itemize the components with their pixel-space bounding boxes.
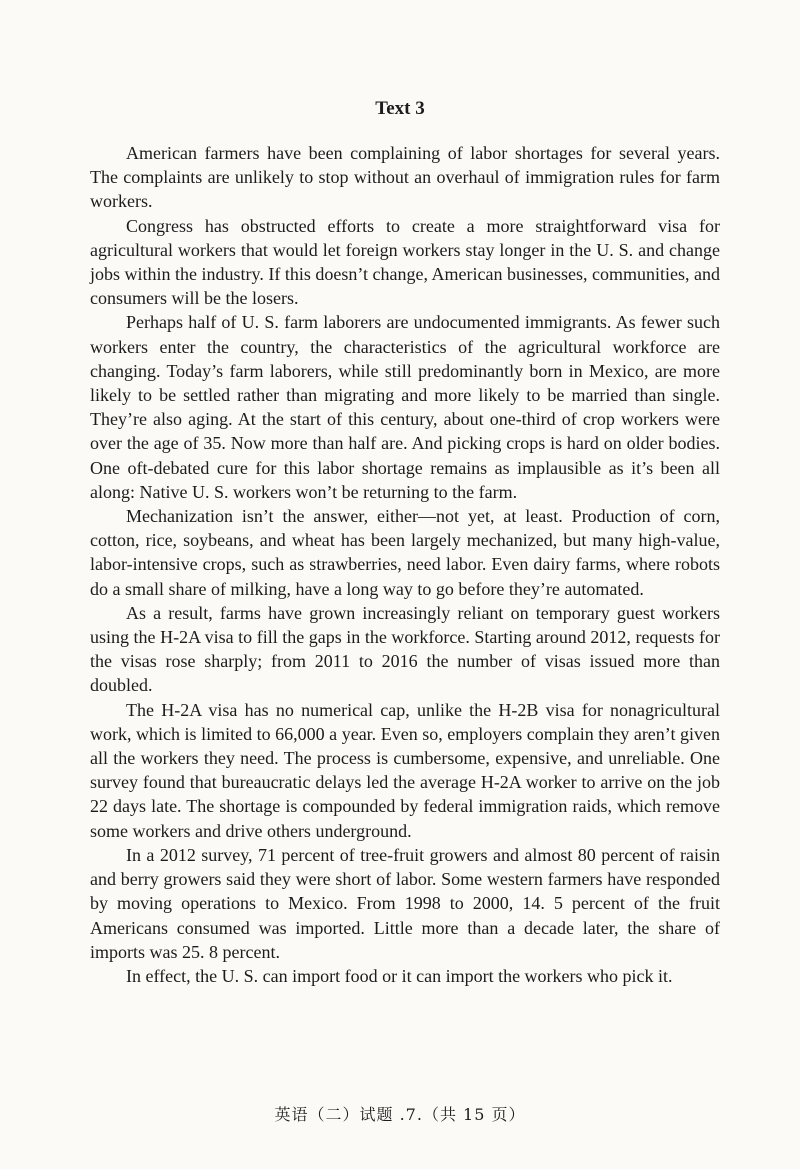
paragraph: Congress has obstructed efforts to create a more straightforward visa for agricultural workers that would let foreign workers stay longer in the U. S. and change jobs within the industry. If this doesn’t change, American businesses, communities, and consumers will be the losers.: [90, 215, 720, 309]
paragraph: In a 2012 survey, 71 percent of tree-fruit growers and almost 80 percent of raisin and berry growers said they were short of labor. Some western farmers have responded by moving operations to Mexico. From 1998 to 2000, 14. 5 percent of the fruit Americans consumed was imported. Little more than a decade later, the share of imports was 25. 8 percent.: [90, 844, 720, 962]
paragraph: As a result, farms have grown increasingly reliant on temporary guest workers using the H-2A visa to fill the gaps in the workforce. Starting around 2012, requests for the visas rose sharply; from 2011 to 2016 the number of visas issued more than doubled.: [90, 602, 720, 696]
paragraph: In effect, the U. S. can import food or it can import the workers who pick it.: [126, 965, 673, 986]
passage-body: [90, 141, 720, 988]
page-footer: 英语（二）试题 .7.（共 15 页）: [274, 1105, 526, 1124]
paragraph: Mechanization isn’t the answer, either—not yet, at least. Production of corn, cotton, rice, soybeans, and wheat has been largely mechanized, but many high-value, labor-intensive crops, such as strawberries, need labor. Even dairy farms, where robots do a small share of milking, have a long way to go before they’re automated.: [90, 506, 720, 599]
paragraph: Perhaps half of U. S. farm laborers are undocumented immigrants. As fewer such workers enter the country, the characteristics of the agricultural workforce are changing. Today’s farm laborers, while still predominantly born in Mexico, are more likely to be settled rather than migrating and more likely to be married than single. They’re also aging. At the start of this century, about one-third of crop workers were over the age of 35. Now more than half are. And picking crops is hard on older bodies. One oft-debated cure for this labor shortage remains as implausible as it’s been all along: Native U. S. workers won’t be returning to the farm.: [90, 312, 720, 502]
passage-title: Text 3: [375, 98, 425, 119]
paragraph: American farmers have been complaining of labor shortages for several years. The complaints are unlikely to stop without an overhaul of immigration rules for farm workers.: [90, 143, 720, 212]
paragraph: The H-2A visa has no numerical cap, unlike the H-2B visa for nonagricultural work, which is limited to 66,000 a year. Even so, employers complain they aren’t given all the workers they need. The process is cumbersome, expensive, and unreliable. One survey found that bureaucratic delays led the average H-2A worker to arrive on the job 22 days late. The shortage is compounded by federal immigration raids, which remove some workers and drive others underground.: [90, 699, 720, 841]
